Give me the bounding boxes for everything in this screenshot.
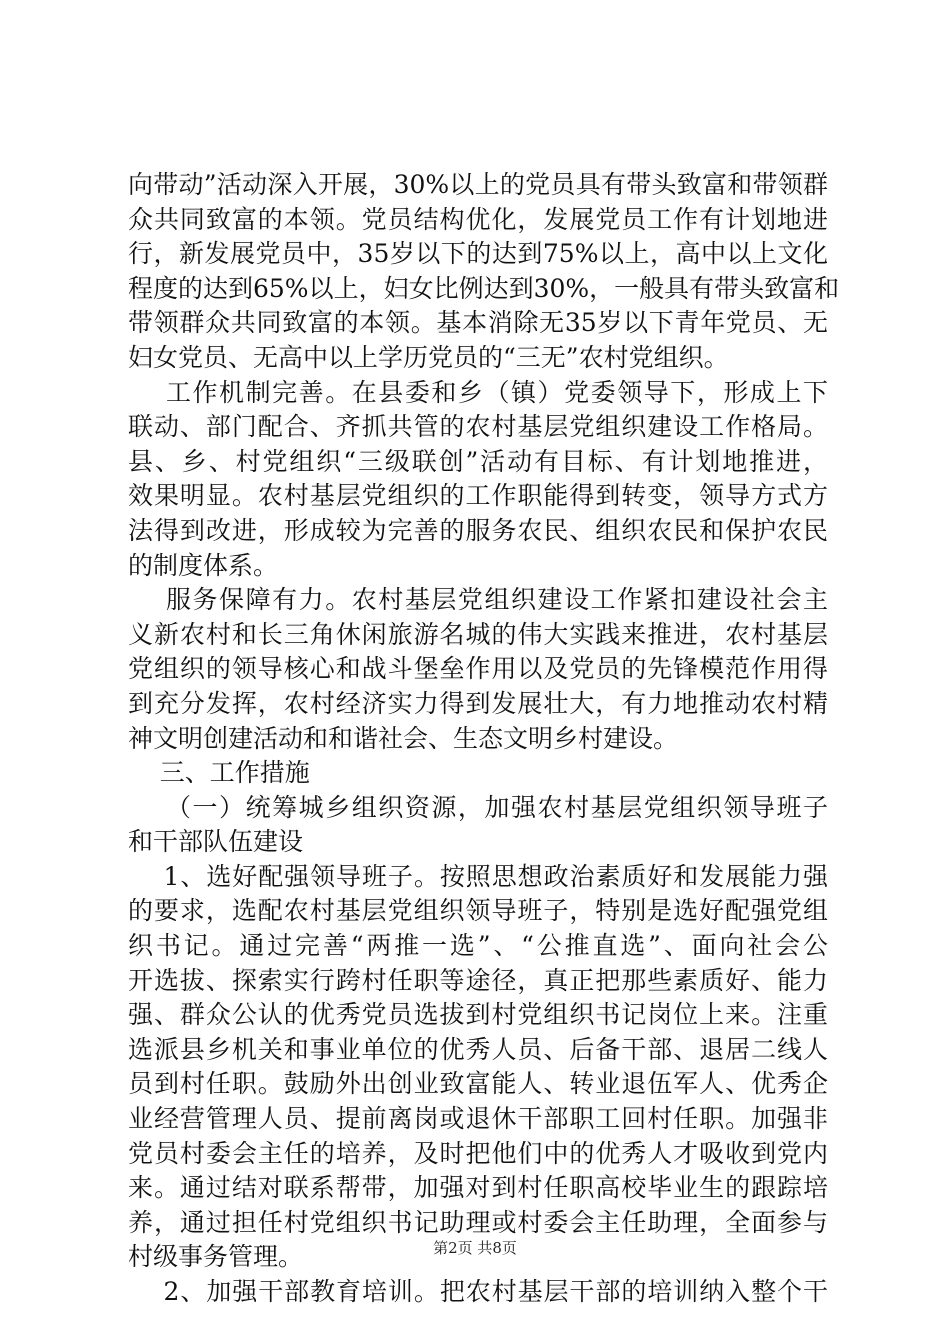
subsection-heading: （一）统筹城乡组织资源，加强农村基层党组织领导班子: [128, 792, 828, 822]
text-line: 业经营管理人员、提前离岗或退休干部职工回村任职。加强非: [128, 1104, 828, 1134]
text-line: 神文明创建活动和和谐社会、生态文明乡村建设。: [128, 723, 679, 753]
page-number-footer: 第2页 共8页: [433, 1239, 517, 1257]
text-line: 选派县乡机关和事业单位的优秀人员、后备干部、退居二线人: [128, 1034, 828, 1064]
text-line: 带领群众共同致富的本领。基本消除无35岁以下青年党员、无: [128, 308, 828, 338]
text-line: 党组织的领导核心和战斗堡垒作用以及党员的先锋模范作用得: [128, 654, 828, 684]
text-line: 妇女党员、无高中以上学历党员的“三无”农村党组织。: [128, 342, 729, 372]
text-line: 县、乡、村党组织“三级联创”活动有目标、有计划地推进，: [128, 446, 828, 476]
text-line: 效果明显。农村基层党组织的工作职能得到转变，领导方式方: [128, 481, 828, 511]
text-line: 行，新发展党员中，35岁以下的达到75%以上，高中以上文化: [128, 239, 828, 269]
text-line: 到充分发挥，农村经济实力得到发展壮大，有力地推动农村精: [128, 688, 828, 718]
text-line: 的制度体系。: [128, 550, 279, 580]
text-line: 的要求，选配农村基层党组织领导班子，特别是选好配强党组: [128, 896, 828, 926]
text-line: 法得到改进，形成较为完善的服务农民、组织农民和保护农民: [128, 515, 828, 545]
text-line: 工作机制完善。在县委和乡（镇）党委领导下，形成上下: [128, 377, 828, 407]
text-line: 义新农村和长三角休闲旅游名城的伟大实践来推进，农村基层: [128, 619, 828, 649]
text-line: 来。通过结对联系帮带，加强对到村任职高校毕业生的跟踪培: [128, 1173, 828, 1203]
text-line: 员到村任职。鼓励外出创业致富能人、转业退伍军人、优秀企: [128, 1069, 828, 1099]
text-line: 1、选好配强领导班子。按照思想政治素质好和发展能力强: [128, 861, 828, 891]
text-line: 向带动”活动深入开展，30%以上的党员具有带头致富和带领群: [128, 170, 828, 199]
text-line: 服务保障有力。农村基层党组织建设工作紧扣建设社会主: [128, 585, 828, 615]
text-line: 2、加强干部教育培训。把农村基层干部的培训纳入整个干: [128, 1277, 828, 1306]
text-line: 村级事务管理。: [128, 1242, 304, 1272]
text-line: 开选拔、探索实行跨村任职等途径，真正把那些素质好、能力: [128, 965, 828, 995]
text-line: 党员村委会主任的培养，及时把他们中的优秀人才吸收到党内: [128, 1138, 828, 1168]
body-text: [128, 168, 840, 1310]
text-line: 养，通过担任村党组织书记助理或村委会主任助理，全面参与: [128, 1207, 828, 1237]
text-line: 织书记。通过完善“两推一选”、“公推直选”、面向社会公: [128, 931, 828, 961]
text-line: 联动、部门配合、齐抓共管的农村基层党组织建设工作格局。: [128, 412, 828, 442]
text-line: 强、群众公认的优秀党员选拔到村党组织书记岗位上来。注重: [128, 1000, 828, 1030]
section-heading: 三、工作措施: [128, 758, 310, 788]
text-line: 程度的达到65%以上，妇女比例达到30%，一般具有带头致富和: [128, 273, 840, 303]
text-line: 众共同致富的本领。党员结构优化，发展党员工作有计划地进: [128, 204, 828, 234]
subsection-heading: 和干部队伍建设: [128, 827, 304, 857]
